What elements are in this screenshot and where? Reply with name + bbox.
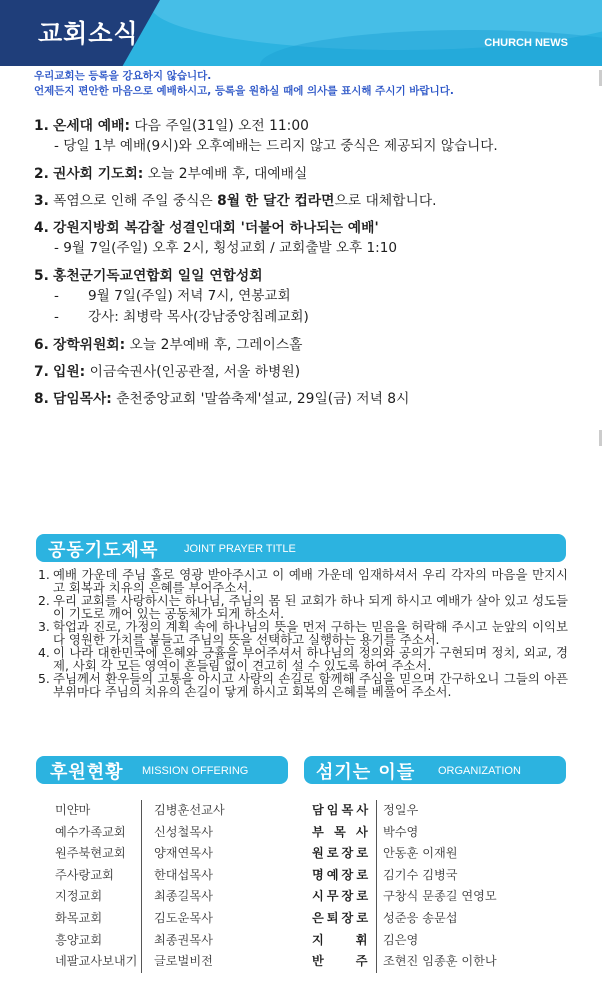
table-row [312, 843, 497, 865]
prayer-item: 5. 주님께서 환우들의 고통을 아시고 사랑의 손길로 함께해 주심을 믿으며 간구하오니 그들의 아픈 부위마다 주님의 치유의 손길이 닿게 하시고 회복의 은혜를 베풀어 주소서. [38, 671, 568, 699]
news-subline-text: 9월 7일(주일) 저녁 7시, 연봉교회 [88, 288, 291, 304]
news-subline: - 강사: 최병락 목사(강남중앙침례교회) [54, 309, 309, 325]
table-row [55, 886, 225, 908]
org-role: 시무장로 [312, 889, 372, 904]
header-banner [0, 0, 602, 66]
org-names: 김기수 김병국 [376, 865, 458, 887]
news-emphasis: 8월 한 달간 컵라면 [217, 193, 335, 209]
page-title: 교회소식 [38, 19, 139, 48]
table-row [312, 822, 497, 844]
mission-person: 김도운목사 [141, 908, 213, 930]
table-row [312, 886, 497, 908]
news-text: 폭염으로 인해 주일 중식은 [53, 193, 218, 209]
news-text: 다음 주일(31일) 오전 11:00 [129, 118, 309, 134]
mission-place: 지정교회 [55, 889, 103, 904]
news-list [34, 116, 584, 416]
news-item [34, 116, 584, 157]
prayer-item: 2. 우리 교회를 사랑하시는 하나님, 주님의 몸 된 교회가 하나 되게 하시고 예배가 살아 있고 성도들이 기도로 깨어 있는 공동체가 되게 하소서. [38, 593, 568, 621]
table-row [55, 800, 225, 822]
news-text: 이금숙권사(인공관절, 서울 하병원) [85, 364, 301, 380]
prayer-title: 공동기도제목 [48, 540, 159, 561]
news-item [34, 218, 584, 259]
news-subline-text: 강사: 최병락 목사(강남중앙침례교회) [88, 309, 309, 325]
news-heading: 담임목사: [53, 391, 112, 407]
mission-place: 네팔교사보내기 [55, 954, 138, 969]
news-heading: 강원지방회 복감찰 성결인대회 '더불어 하나되는 예배' [53, 220, 379, 236]
prayer-text: 주님께서 환우들의 고통을 아시고 사랑의 손길로 함께해 주심을 믿으며 간구하오니 그들의 아픈 부위마다 주님의 치유의 손길이 닿게 하시고 회복의 은혜를 베풀어 주소서. [53, 671, 568, 699]
table-row [55, 908, 225, 930]
org-role: 반 주 [312, 954, 371, 969]
org-names: 조현진 임종훈 이한나 [376, 951, 497, 973]
mission-person: 글로벌비전 [141, 951, 213, 973]
news-heading: 권사회 기도회: [53, 166, 144, 182]
news-number: 1. [34, 118, 49, 134]
org-role: 부 목 사 [312, 824, 371, 839]
news-item [34, 362, 584, 382]
notice-line: 언제든지 편안한 마음으로 예배하시고, 등록을 원하실 때에 의사를 표시해 주시기 바랍니다. [34, 85, 454, 97]
prayer-section-header [36, 534, 566, 562]
mission-person: 최종권목사 [141, 930, 213, 952]
table-row [312, 865, 497, 887]
organization-title: 섬기는 이들 [316, 762, 416, 783]
mission-place: 화목교회 [55, 910, 103, 925]
news-item [34, 191, 584, 211]
news-heading: 홍천군기독교연합회 일일 연합성회 [53, 268, 263, 284]
table-row [55, 843, 225, 865]
mission-title: 후원현황 [50, 762, 124, 783]
news-number: 8. [34, 391, 49, 407]
news-subline: - 당일 1부 예배(9시)와 오후예배는 드리지 않고 중식은 제공되지 않습니다. [54, 138, 498, 154]
welcome-notice [34, 69, 454, 99]
news-item [34, 335, 584, 355]
mission-place: 원주북현교회 [55, 846, 126, 861]
prayer-title-en: JOINT PRAYER TITLE [184, 543, 296, 555]
news-item [34, 164, 584, 184]
org-role: 원로장로 [312, 846, 372, 861]
mission-person: 한대섭목사 [141, 865, 213, 887]
news-subline: - 9월 7일(주일) 저녁 7시, 연봉교회 [54, 288, 291, 304]
mission-table [55, 800, 225, 973]
table-row [55, 951, 225, 973]
news-heading: 입원: [53, 364, 86, 380]
news-item [34, 389, 584, 409]
mission-section-header [36, 756, 288, 784]
org-names: 성준응 송문섭 [376, 908, 458, 930]
prayer-item: 1. 예배 가운데 주님 홀로 영광 받아주시고 이 예배 가운데 임재하셔서 우리 각자의 마음을 만지시고 회복과 치유의 은혜를 부어주소서. [38, 567, 568, 595]
org-names: 박수영 [376, 822, 418, 844]
org-names: 정일우 [376, 800, 418, 822]
news-item [34, 266, 584, 328]
org-role: 명예장로 [312, 867, 372, 882]
prayer-text: 우리 교회를 사랑하시는 하나님, 주님의 몸 된 교회가 하나 되게 하시고 예배가 살아 있고 성도들이 기도로 깨어 있는 공동체가 되게 하소서. [53, 593, 568, 621]
mission-title-en: MISSION OFFERING [142, 765, 249, 777]
table-row [312, 800, 497, 822]
mission-place: 미얀마 [55, 803, 91, 817]
org-role: 지 휘 [312, 932, 371, 947]
org-names: 김은영 [376, 930, 418, 952]
organization-title-en: ORGANIZATION [438, 765, 521, 777]
mission-place: 흥양교회 [55, 932, 103, 947]
news-number: 5. [34, 268, 49, 284]
news-text: 오늘 2부예배 후, 그레이스홀 [125, 337, 303, 353]
news-text: 으로 대체합니다. [334, 193, 437, 209]
page-subtitle: CHURCH NEWS [484, 37, 568, 49]
org-role: 담임목사 [312, 803, 372, 817]
organization-section-header [304, 756, 566, 784]
table-row [312, 930, 497, 952]
prayer-item: 4. 이 나라 대한민국에 은혜와 긍휼을 부어주셔서 하나님의 정의와 공의가 구현되며 정치, 외교, 경제, 사회 각 모든 영역이 흔들림 없이 견고히 설 수 있도록 하여 주소서. [38, 645, 568, 673]
news-text: 오늘 2부예배 후, 대예배실 [143, 166, 308, 182]
mission-place: 주사랑교회 [55, 867, 114, 882]
organization-table [312, 800, 497, 973]
mission-person: 김병훈선교사 [141, 800, 225, 822]
news-number: 7. [34, 364, 49, 380]
news-text: 춘천중앙교회 '말씀축제'설교, 29일(금) 저녁 8시 [111, 391, 410, 407]
table-row [55, 822, 225, 844]
org-names: 안동훈 이재원 [376, 843, 458, 865]
prayer-list [38, 568, 568, 698]
news-number: 3. [34, 193, 49, 209]
prayer-text: 이 나라 대한민국에 은혜와 긍휼을 부어주셔서 하나님의 정의와 공의가 구현되며 정치, 외교, 경제, 사회 각 모든 영역이 흔들림 없이 견고히 설 수 있도록 하여 주소서. [53, 645, 568, 673]
table-row [55, 930, 225, 952]
news-number: 2. [34, 166, 49, 182]
mission-place: 예수가족교회 [55, 824, 126, 839]
org-role: 은퇴장로 [312, 910, 372, 925]
prayer-item: 3. 학업과 진로, 가정의 계획 속에 하나님의 뜻을 먼저 구하는 믿음을 허락해 주시고 눈앞의 이익보다 영원한 가치를 붙들고 주님의 뜻을 선택하고 실행하는 용기를 주소서. [38, 619, 568, 647]
news-subline: - 9월 7일(주일) 오후 2시, 횡성교회 / 교회출발 오후 1:10 [54, 240, 398, 256]
table-row [312, 951, 497, 973]
news-heading: 장학위원회: [53, 337, 126, 353]
prayer-text: 학업과 진로, 가정의 계획 속에 하나님의 뜻을 먼저 구하는 믿음을 허락해 주시고 눈앞의 이익보다 영원한 가치를 붙들고 주님의 뜻을 선택하고 실행하는 용기를 주소서. [53, 619, 568, 647]
notice-line: 우리교회는 등록을 강요하지 않습니다. [34, 70, 212, 82]
mission-person: 신성철목사 [141, 822, 213, 844]
mission-person: 양재연목사 [141, 843, 213, 865]
news-number: 6. [34, 337, 49, 353]
table-row [312, 908, 497, 930]
mission-person: 최종길목사 [141, 886, 213, 908]
table-row [55, 865, 225, 887]
prayer-text: 예배 가운데 주님 홀로 영광 받아주시고 이 예배 가운데 임재하셔서 우리 각자의 마음을 만지시고 회복과 치유의 은혜를 부어주소서. [53, 567, 568, 595]
news-heading: 온세대 예배: [53, 118, 130, 134]
org-names: 구창식 문종길 연영모 [376, 886, 497, 908]
news-number: 4. [34, 220, 49, 236]
